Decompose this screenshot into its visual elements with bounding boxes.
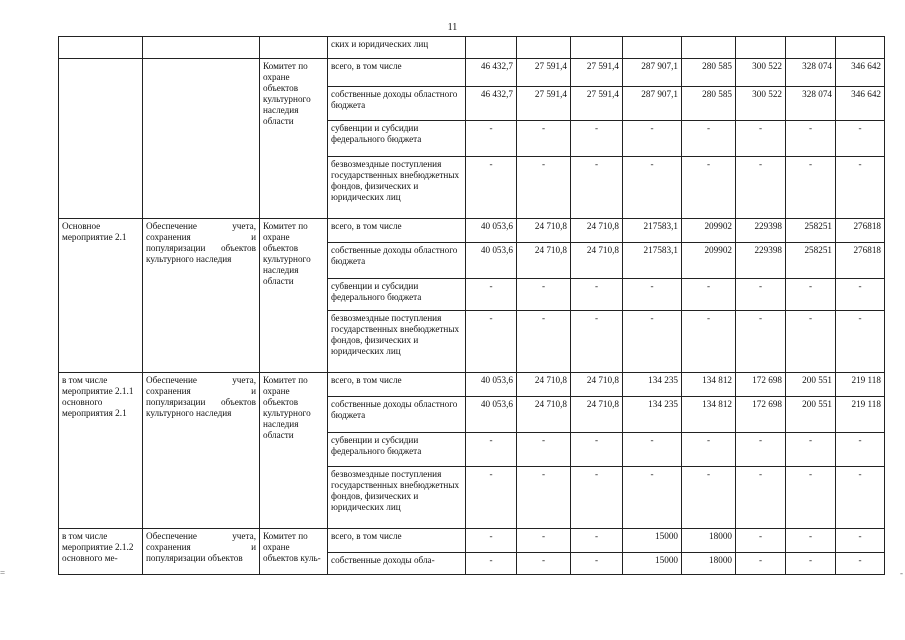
value-cell: - xyxy=(466,279,517,311)
table-row xyxy=(59,529,885,553)
value-cell: - xyxy=(736,157,786,219)
committee-cell: Комитет по охране объектов культурного наследия области xyxy=(260,373,328,529)
value-cell: - xyxy=(571,433,623,467)
value-cell: - xyxy=(682,311,736,373)
value-cell: 229398 xyxy=(736,243,786,279)
activity-cell: Обеспечение учета, сохранения и популяризации объектов xyxy=(143,529,260,575)
value-cell: - xyxy=(623,157,682,219)
value-cell: 24 710,8 xyxy=(571,397,623,433)
value-cell: - xyxy=(517,311,571,373)
value-cell: 346 642 xyxy=(836,87,885,121)
value-cell: - xyxy=(736,467,786,529)
value-cell: 258251 xyxy=(786,219,836,243)
value-cell: 27 591,4 xyxy=(517,87,571,121)
value-cell: 24 710,8 xyxy=(571,373,623,397)
value-cell: - xyxy=(466,553,517,575)
value-cell: 40 053,6 xyxy=(466,373,517,397)
value-cell: - xyxy=(786,121,836,157)
value-cell: - xyxy=(786,467,836,529)
value-cell: - xyxy=(571,279,623,311)
page-number: 11 xyxy=(447,22,458,33)
value-cell: - xyxy=(571,157,623,219)
value-cell: - xyxy=(571,467,623,529)
value-cell: - xyxy=(682,157,736,219)
value-cell: - xyxy=(571,529,623,553)
value-cell: - xyxy=(466,157,517,219)
left-edge-mark: = xyxy=(0,568,6,578)
activity-cell: Обеспечение учета, сохранения и популяризации объектов культурного наследия xyxy=(143,373,260,529)
empty-cell xyxy=(466,37,517,59)
source-label: субвенции и субсидии федерального бюджета xyxy=(328,433,466,467)
value-cell: 24 710,8 xyxy=(571,219,623,243)
value-cell: - xyxy=(682,467,736,529)
value-cell: 46 432,7 xyxy=(466,59,517,87)
source-label: ских и юридических лиц xyxy=(328,37,466,59)
value-cell: 217583,1 xyxy=(623,219,682,243)
value-cell: 172 698 xyxy=(736,397,786,433)
value-cell: - xyxy=(736,311,786,373)
value-cell: 209902 xyxy=(682,243,736,279)
value-cell: - xyxy=(571,553,623,575)
value-cell: 200 551 xyxy=(786,373,836,397)
value-cell: - xyxy=(836,157,885,219)
source-label: безвозмездные поступления государственных внебюджетных фондов, физических и юридических лиц xyxy=(328,311,466,373)
source-label: собственные доходы областного бюджета xyxy=(328,397,466,433)
value-cell: 276818 xyxy=(836,219,885,243)
value-cell: - xyxy=(786,553,836,575)
value-cell: - xyxy=(466,311,517,373)
value-cell: 40 053,6 xyxy=(466,243,517,279)
value-cell: - xyxy=(571,311,623,373)
value-cell: - xyxy=(623,279,682,311)
value-cell: - xyxy=(836,311,885,373)
value-cell: 24 710,8 xyxy=(517,243,571,279)
table-row xyxy=(59,59,885,87)
committee-cell: Комитет по охране объектов культурного наследия области xyxy=(260,59,328,219)
value-cell: 134 235 xyxy=(623,373,682,397)
value-cell: - xyxy=(517,433,571,467)
value-cell: - xyxy=(466,529,517,553)
value-cell: - xyxy=(836,121,885,157)
activity-cell: Обеспечение учета, сохранения и популяризации объектов культурного наследия xyxy=(143,219,260,373)
value-cell: - xyxy=(517,279,571,311)
empty-cell xyxy=(736,37,786,59)
value-cell: 134 812 xyxy=(682,373,736,397)
value-cell: 24 710,8 xyxy=(517,219,571,243)
value-cell: 219 118 xyxy=(836,373,885,397)
value-cell: 134 235 xyxy=(623,397,682,433)
value-cell: - xyxy=(517,553,571,575)
value-cell: 15000 xyxy=(623,529,682,553)
value-cell: 328 074 xyxy=(786,87,836,121)
value-cell: - xyxy=(836,553,885,575)
activity-cell xyxy=(143,59,260,219)
value-cell: - xyxy=(786,279,836,311)
value-cell: 134 812 xyxy=(682,397,736,433)
right-edge-mark: - xyxy=(900,568,903,578)
value-cell: 27 591,4 xyxy=(571,87,623,121)
value-cell: - xyxy=(836,467,885,529)
source-label: всего, в том числе xyxy=(328,219,466,243)
value-cell: - xyxy=(786,529,836,553)
value-cell: 24 710,8 xyxy=(517,373,571,397)
value-cell: 328 074 xyxy=(786,59,836,87)
value-cell: - xyxy=(836,529,885,553)
value-cell: - xyxy=(736,433,786,467)
source-label: субвенции и субсидии федерального бюджета xyxy=(328,121,466,157)
name-cell xyxy=(59,59,143,219)
value-cell: - xyxy=(517,121,571,157)
value-cell: - xyxy=(836,279,885,311)
value-cell: - xyxy=(517,467,571,529)
value-cell: - xyxy=(517,157,571,219)
value-cell: - xyxy=(466,467,517,529)
value-cell: 15000 xyxy=(623,553,682,575)
activity-cell xyxy=(143,37,260,59)
value-cell: - xyxy=(736,279,786,311)
source-label: собственные доходы обла- xyxy=(328,553,466,575)
value-cell: - xyxy=(786,433,836,467)
value-cell: - xyxy=(682,279,736,311)
source-label: всего, в том числе xyxy=(328,59,466,87)
value-cell: 276818 xyxy=(836,243,885,279)
value-cell: - xyxy=(786,157,836,219)
name-cell: в том числе мероприятие 2.1.2 основного ме- xyxy=(59,529,143,575)
value-cell: 300 522 xyxy=(736,87,786,121)
value-cell: 18000 xyxy=(682,529,736,553)
source-label: всего, в том числе xyxy=(328,529,466,553)
value-cell: 217583,1 xyxy=(623,243,682,279)
table-row xyxy=(59,373,885,397)
name-cell xyxy=(59,37,143,59)
source-label: безвозмездные поступления государственных внебюджетных фондов, физических и юридических лиц xyxy=(328,467,466,529)
value-cell: - xyxy=(786,311,836,373)
value-cell: 172 698 xyxy=(736,373,786,397)
empty-cell xyxy=(682,37,736,59)
source-label: всего, в том числе xyxy=(328,373,466,397)
value-cell: - xyxy=(836,433,885,467)
value-cell: 24 710,8 xyxy=(517,397,571,433)
source-label: собственные доходы областного бюджета xyxy=(328,87,466,121)
value-cell: - xyxy=(517,529,571,553)
value-cell: 27 591,4 xyxy=(517,59,571,87)
name-cell: Основное мероприятие 2.1 xyxy=(59,219,143,373)
empty-cell xyxy=(786,37,836,59)
value-cell: - xyxy=(623,467,682,529)
value-cell: 27 591,4 xyxy=(571,59,623,87)
source-label: безвозмездные поступления государственных внебюджетных фондов, физических и юридических лиц xyxy=(328,157,466,219)
source-label: собственные доходы областного бюджета xyxy=(328,243,466,279)
value-cell: - xyxy=(736,529,786,553)
value-cell: 287 907,1 xyxy=(623,59,682,87)
committee-cell xyxy=(260,37,328,59)
value-cell: 280 585 xyxy=(682,87,736,121)
empty-cell xyxy=(571,37,623,59)
value-cell: 346 642 xyxy=(836,59,885,87)
value-cell: 40 053,6 xyxy=(466,397,517,433)
empty-cell xyxy=(836,37,885,59)
value-cell: 229398 xyxy=(736,219,786,243)
empty-cell xyxy=(623,37,682,59)
value-cell: - xyxy=(736,553,786,575)
value-cell: - xyxy=(623,121,682,157)
value-cell: 46 432,7 xyxy=(466,87,517,121)
value-cell: - xyxy=(623,311,682,373)
committee-cell: Комитет по охране объектов куль- xyxy=(260,529,328,575)
empty-cell xyxy=(517,37,571,59)
value-cell: - xyxy=(736,121,786,157)
value-cell: 287 907,1 xyxy=(623,87,682,121)
table-row xyxy=(59,37,885,59)
value-cell: 18000 xyxy=(682,553,736,575)
value-cell: - xyxy=(682,121,736,157)
value-cell: - xyxy=(466,121,517,157)
value-cell: - xyxy=(571,121,623,157)
value-cell: - xyxy=(466,433,517,467)
value-cell: 209902 xyxy=(682,219,736,243)
value-cell: 40 053,6 xyxy=(466,219,517,243)
name-cell: в том числе мероприятие 2.1.1 основного мероприятия 2.1 xyxy=(59,373,143,529)
value-cell: - xyxy=(623,433,682,467)
value-cell: 200 551 xyxy=(786,397,836,433)
budget-table xyxy=(58,36,885,575)
value-cell: 300 522 xyxy=(736,59,786,87)
committee-cell: Комитет по охране объектов культурного наследия области xyxy=(260,219,328,373)
value-cell: 24 710,8 xyxy=(571,243,623,279)
value-cell: 280 585 xyxy=(682,59,736,87)
table-row xyxy=(59,219,885,243)
source-label: субвенции и субсидии федерального бюджета xyxy=(328,279,466,311)
value-cell: 258251 xyxy=(786,243,836,279)
value-cell: - xyxy=(682,433,736,467)
value-cell: 219 118 xyxy=(836,397,885,433)
